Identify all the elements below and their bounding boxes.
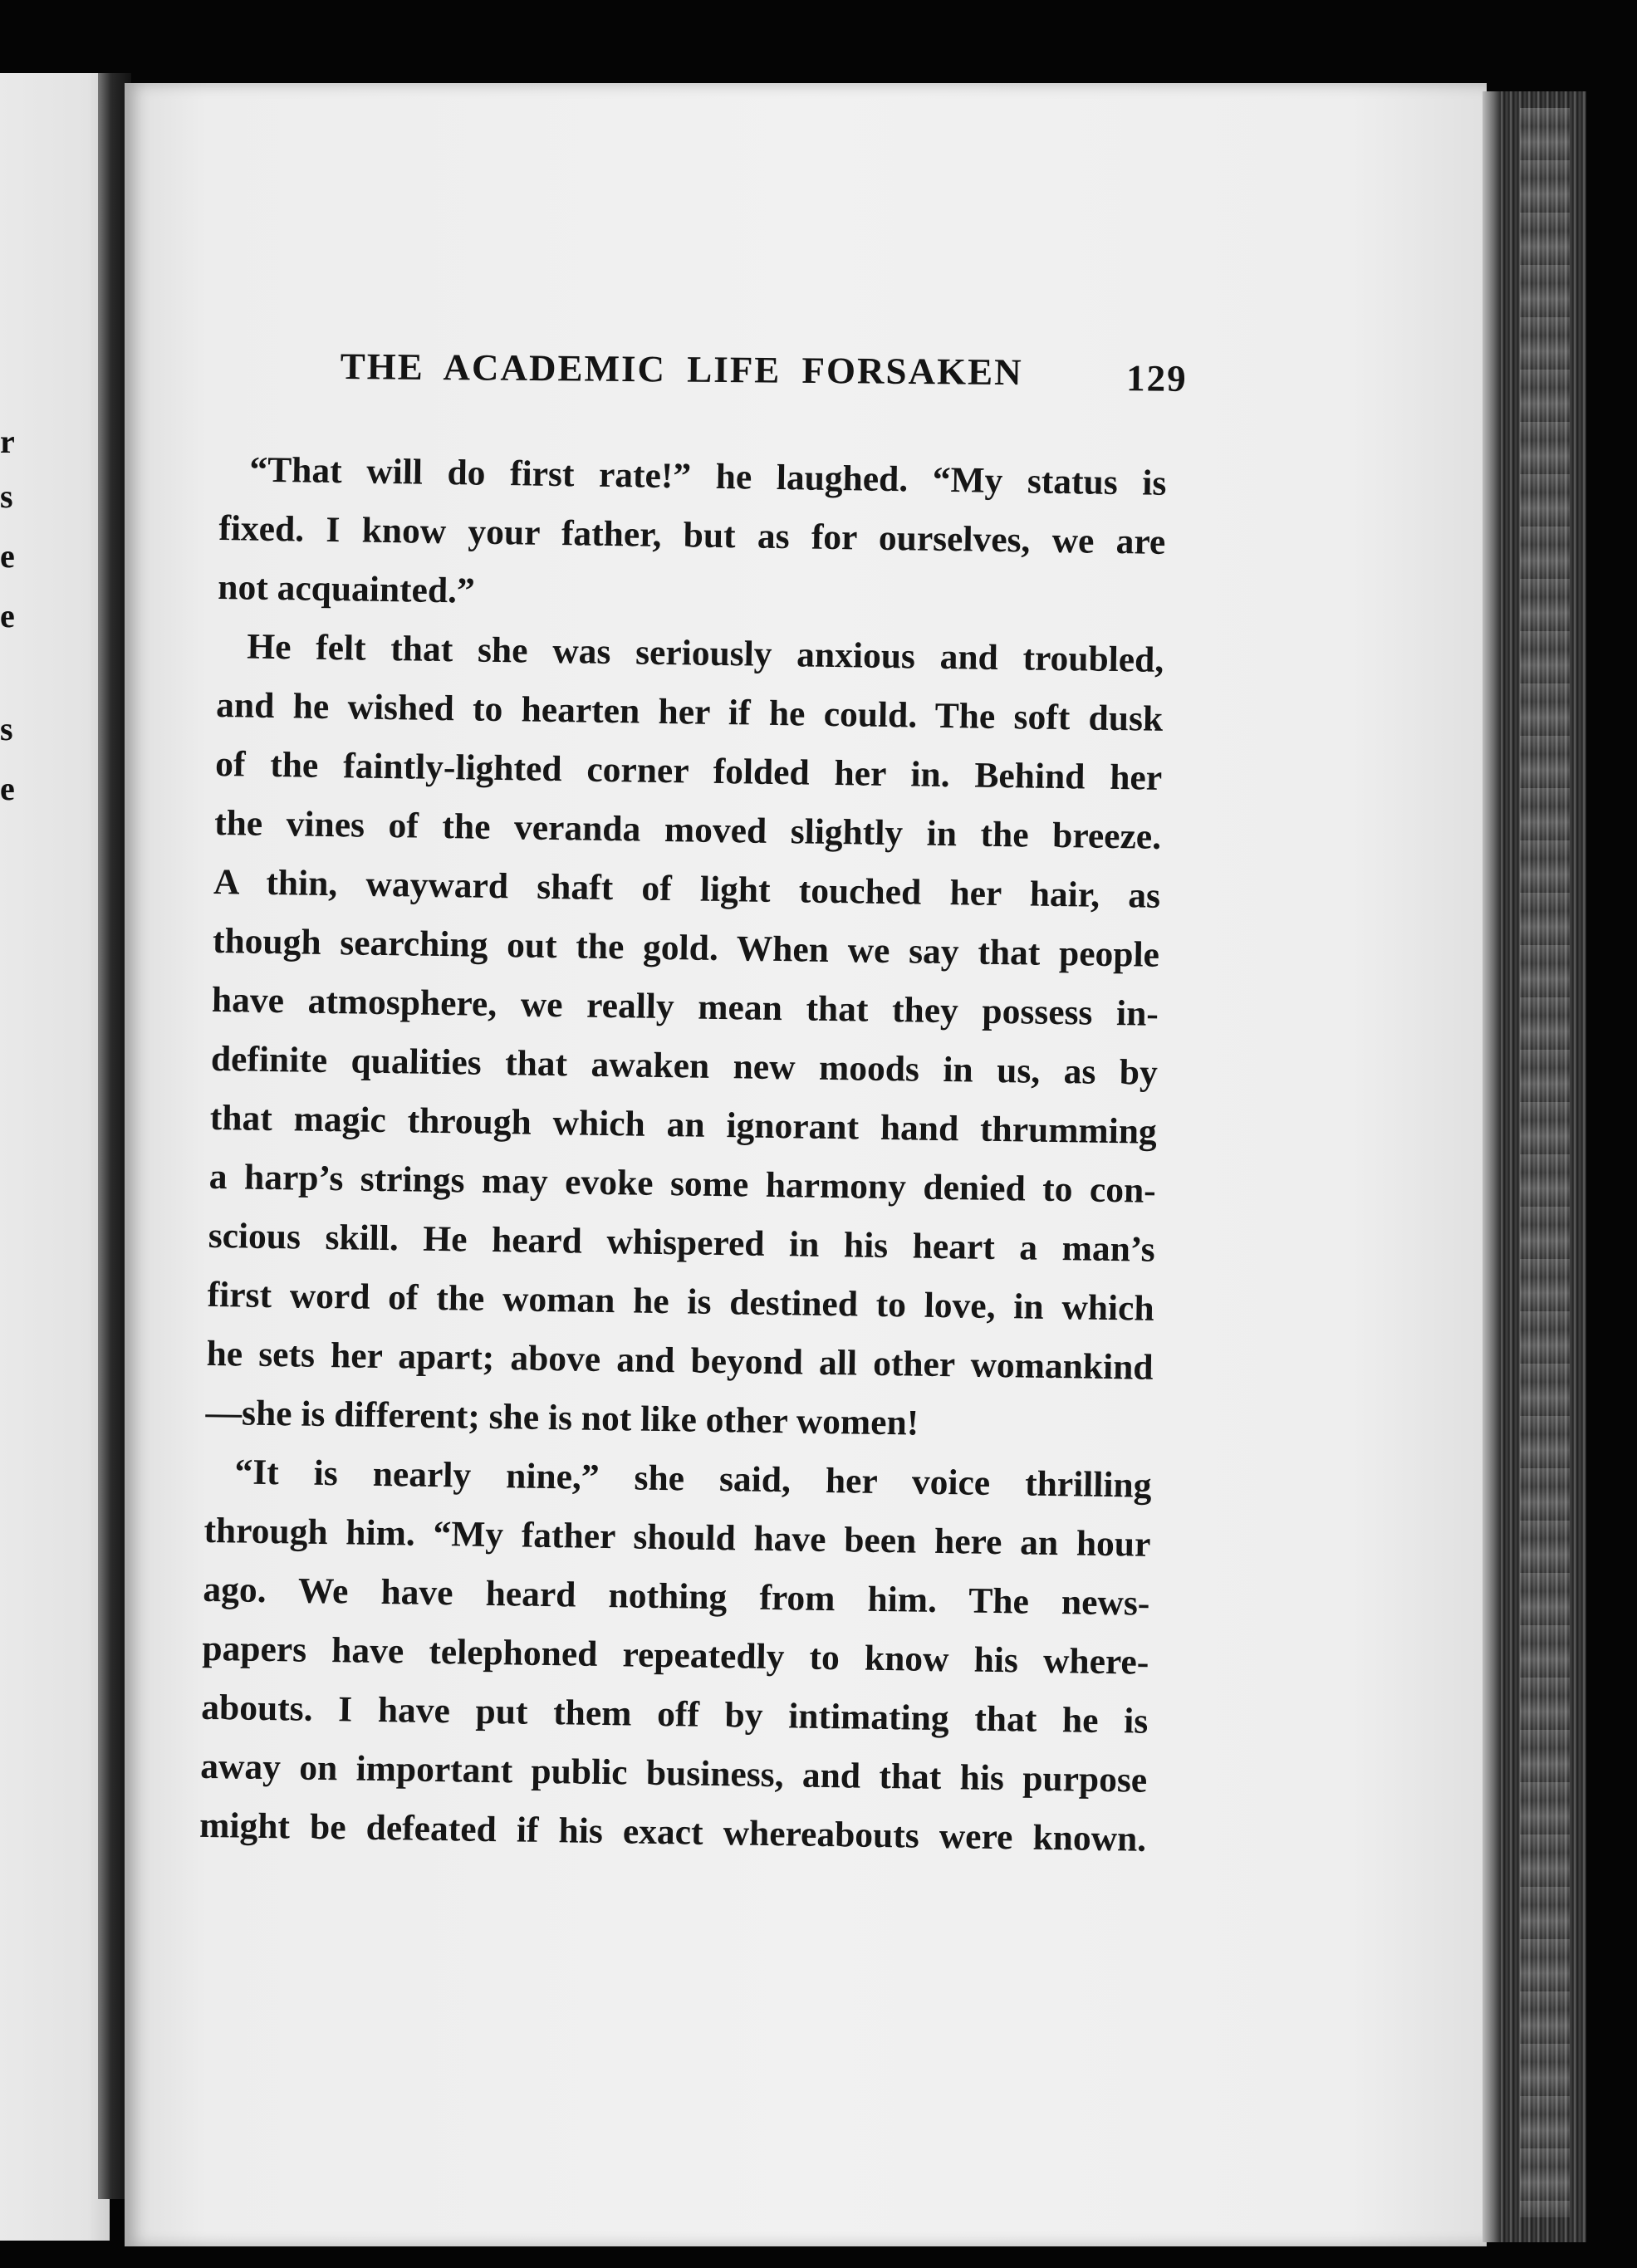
left-page-edge-letter: e (0, 600, 15, 633)
text-line: scious skill. He heard whispered in his heart a man’s (208, 1215, 1156, 1270)
text-line: away on important public business, and that his purpose (199, 1746, 1148, 1800)
text-line: ago. We have heard nothing from him. The news- (203, 1569, 1150, 1624)
text-line: “It is nearly nine,” she said, her voice thrilling (234, 1452, 1152, 1506)
text-line: papers have telephoned repeatedly to know his where- (202, 1628, 1149, 1683)
left-page-edge-letter: r (0, 425, 15, 458)
running-header-title: THE ACADEMIC LIFE FORSAKEN (340, 345, 1023, 394)
left-page-edge-letter: s (0, 713, 13, 746)
text-line: of the faintly-lighted corner folded her in. Behind her (214, 743, 1163, 798)
running-header (340, 345, 1188, 410)
text-line: though searching out the gold. When we say that people (212, 920, 1160, 975)
text-line: first word of the woman he is destined to love, in which (207, 1274, 1154, 1329)
page-fold-shadow (1483, 91, 1501, 2242)
text-line: definite qualities that awaken new moods in us, as by (210, 1038, 1159, 1093)
left-page-edge-letter: s (0, 480, 13, 513)
body-text (199, 440, 1167, 1869)
text-line: he sets her apart; above and beyond all other womankind (206, 1333, 1154, 1388)
text-line: that magic through which an ignorant hand thrumming (209, 1097, 1158, 1152)
left-page-edge-letter: e (0, 772, 15, 806)
page-number: 129 (1125, 357, 1188, 399)
text-line: have atmosphere, we really mean that they possess in- (211, 979, 1159, 1034)
text-line: fixed. I know your father, but as for ourselves, we are (218, 507, 1166, 562)
text-line: abouts. I have put them off by intimating that he is (201, 1687, 1149, 1741)
text-line: and he wished to hearten her if he could. The soft dusk (215, 684, 1164, 739)
text-line: “That will do first rate!” he laughed. “My status is (249, 449, 1167, 503)
text-line: the vines of the veranda moved slightly in the breeze. (213, 802, 1162, 857)
text-line: —she is different; she is not like other women! (205, 1392, 919, 1443)
page-stack-texture (1520, 108, 1570, 2217)
left-page-edge (0, 73, 110, 2241)
text-line: A thin, wayward shaft of light touched her hair, as (213, 861, 1161, 916)
left-page-edge-letter: e (0, 540, 15, 573)
text-line: a harp’s strings may evoke some harmony denied to con- (208, 1156, 1157, 1211)
text-line: not acquainted.” (218, 566, 476, 611)
text-line: might be defeated if his exact whereabouts were known. (198, 1805, 1147, 1859)
text-line: through him. “My father should have been here an hour (203, 1510, 1151, 1565)
text-line: He felt that she was seriously anxious and troubled, (246, 626, 1164, 680)
